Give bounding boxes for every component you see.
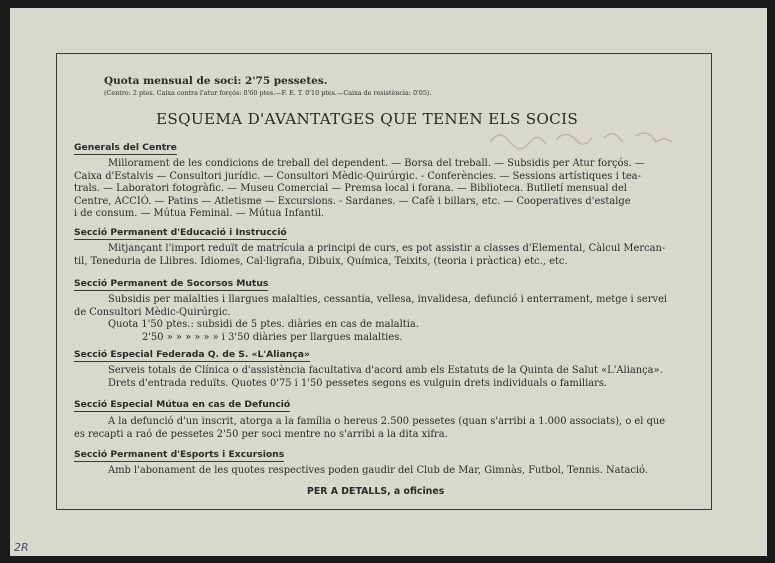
section-heading-general: Generals del Centre xyxy=(74,142,177,153)
text-line: de Consultori Mèdic-Quirúrgic. xyxy=(74,306,231,318)
details-footer: PER A DETALLS, a oficines xyxy=(307,486,445,497)
text-line: i de consum. — Mútua Feminal. — Mútua Infantil. xyxy=(74,208,325,220)
text-line: Caixa d'Estalvis — Consultori jurídic. — Consultori Mèdic-Quirúrgic. - Conferències. — Sessions artístiques i tea- xyxy=(74,170,641,182)
quota-breakdown: (Centre: 2 ptes. Caixa contra l'atur forçós: 0'60 ptes.—F. E. T. 0'10 ptes.—Caixa de resistència: 0'05). xyxy=(104,89,432,97)
section-text-alianca xyxy=(74,365,702,390)
section-text-sports xyxy=(74,465,702,478)
text-line: Millorament de les condicions de treball del dependent. — Borsa del treball. — Subsidis per Atur forçós. — xyxy=(108,158,645,169)
section-text-death-mutual xyxy=(74,416,702,441)
section-heading-sports: Secció Permanent d'Esports i Excursions xyxy=(74,449,285,460)
section-heading-death-mutual: Secció Especial Mútua en cas de Defunció xyxy=(74,399,291,410)
pencil-mark: 2R xyxy=(14,541,29,554)
text-line: Quota 1'50 ptes.: subsidi de 5 ptes. diàries en cas de malaltia. xyxy=(108,319,419,331)
text-line: Amb l'abonament de les quotes respectives poden gaudir del Club de Mar, Gimnàs, Futbol, Tennis. Natació. xyxy=(108,465,648,476)
section-text-education xyxy=(74,243,702,268)
document-title: ESQUEMA D'AVANTATGES QUE TENEN ELS SOCIS xyxy=(156,110,579,128)
section-heading-alianca: Secció Especial Federada Q. de S. «L'Aliança» xyxy=(74,349,310,360)
text-line: Serveis totals de Clínica o d'assistència facultativa d'acord amb els Estatuts de la Quinta de Salut «L'Aliança». xyxy=(108,365,663,376)
text-line: Centre, ACCIÓ. — Patins — Atletisme — Excursions. - Sardanes. — Cafè i billars, etc. — Cooperatives d'estalge xyxy=(74,195,631,207)
section-heading-mutual-aid: Secció Permanent de Socorsos Mutus xyxy=(74,278,269,289)
section-text-mutual-aid xyxy=(74,294,702,344)
section-heading-education: Secció Permanent d'Educació i Instrucció xyxy=(74,227,287,238)
text-line: Drets d'entrada reduïts. Quotes 0'75 i 1'50 pessetes segons es vulguin drets individuals o familiars. xyxy=(108,377,608,389)
section-text-general xyxy=(74,158,702,221)
text-line: 2'50 » » » » » » i 3'50 diàries per llargues malalties. xyxy=(142,331,403,343)
text-line: es recapti a raó de pessetes 2'50 per soci mentre no s'arribi a la dita xifra. xyxy=(74,428,448,440)
text-line: Mitjançant l'import reduït de matrícula a principi de curs, es pot assistir a classes d'Elemental, Càlcul Mercan- xyxy=(108,243,666,254)
text-line: til, Teneduria de Llibres. Idiomes, Cal·ligrafia, Dibuix, Química, Teixits, (teoria i pràctica) etc., etc. xyxy=(74,255,568,267)
monthly-quota: Quota mensual de soci: 2'75 pessetes. xyxy=(104,75,328,87)
text-line: Subsidis per malalties i llargues malalties, cessantia, vellesa, invalidesa, defunció i enterrament, metge i servei xyxy=(108,294,668,305)
text-line: trals. — Laboratori fotogràfic. — Museu Comercial — Premsa local i forana. — Biblioteca. Butlletí mensual del xyxy=(74,183,627,195)
text-line: A la defunció d'un inscrit, atorga a la família o hereus 2.500 pessetes (quan s'arribi a 1.000 associats), o el que xyxy=(108,416,666,427)
